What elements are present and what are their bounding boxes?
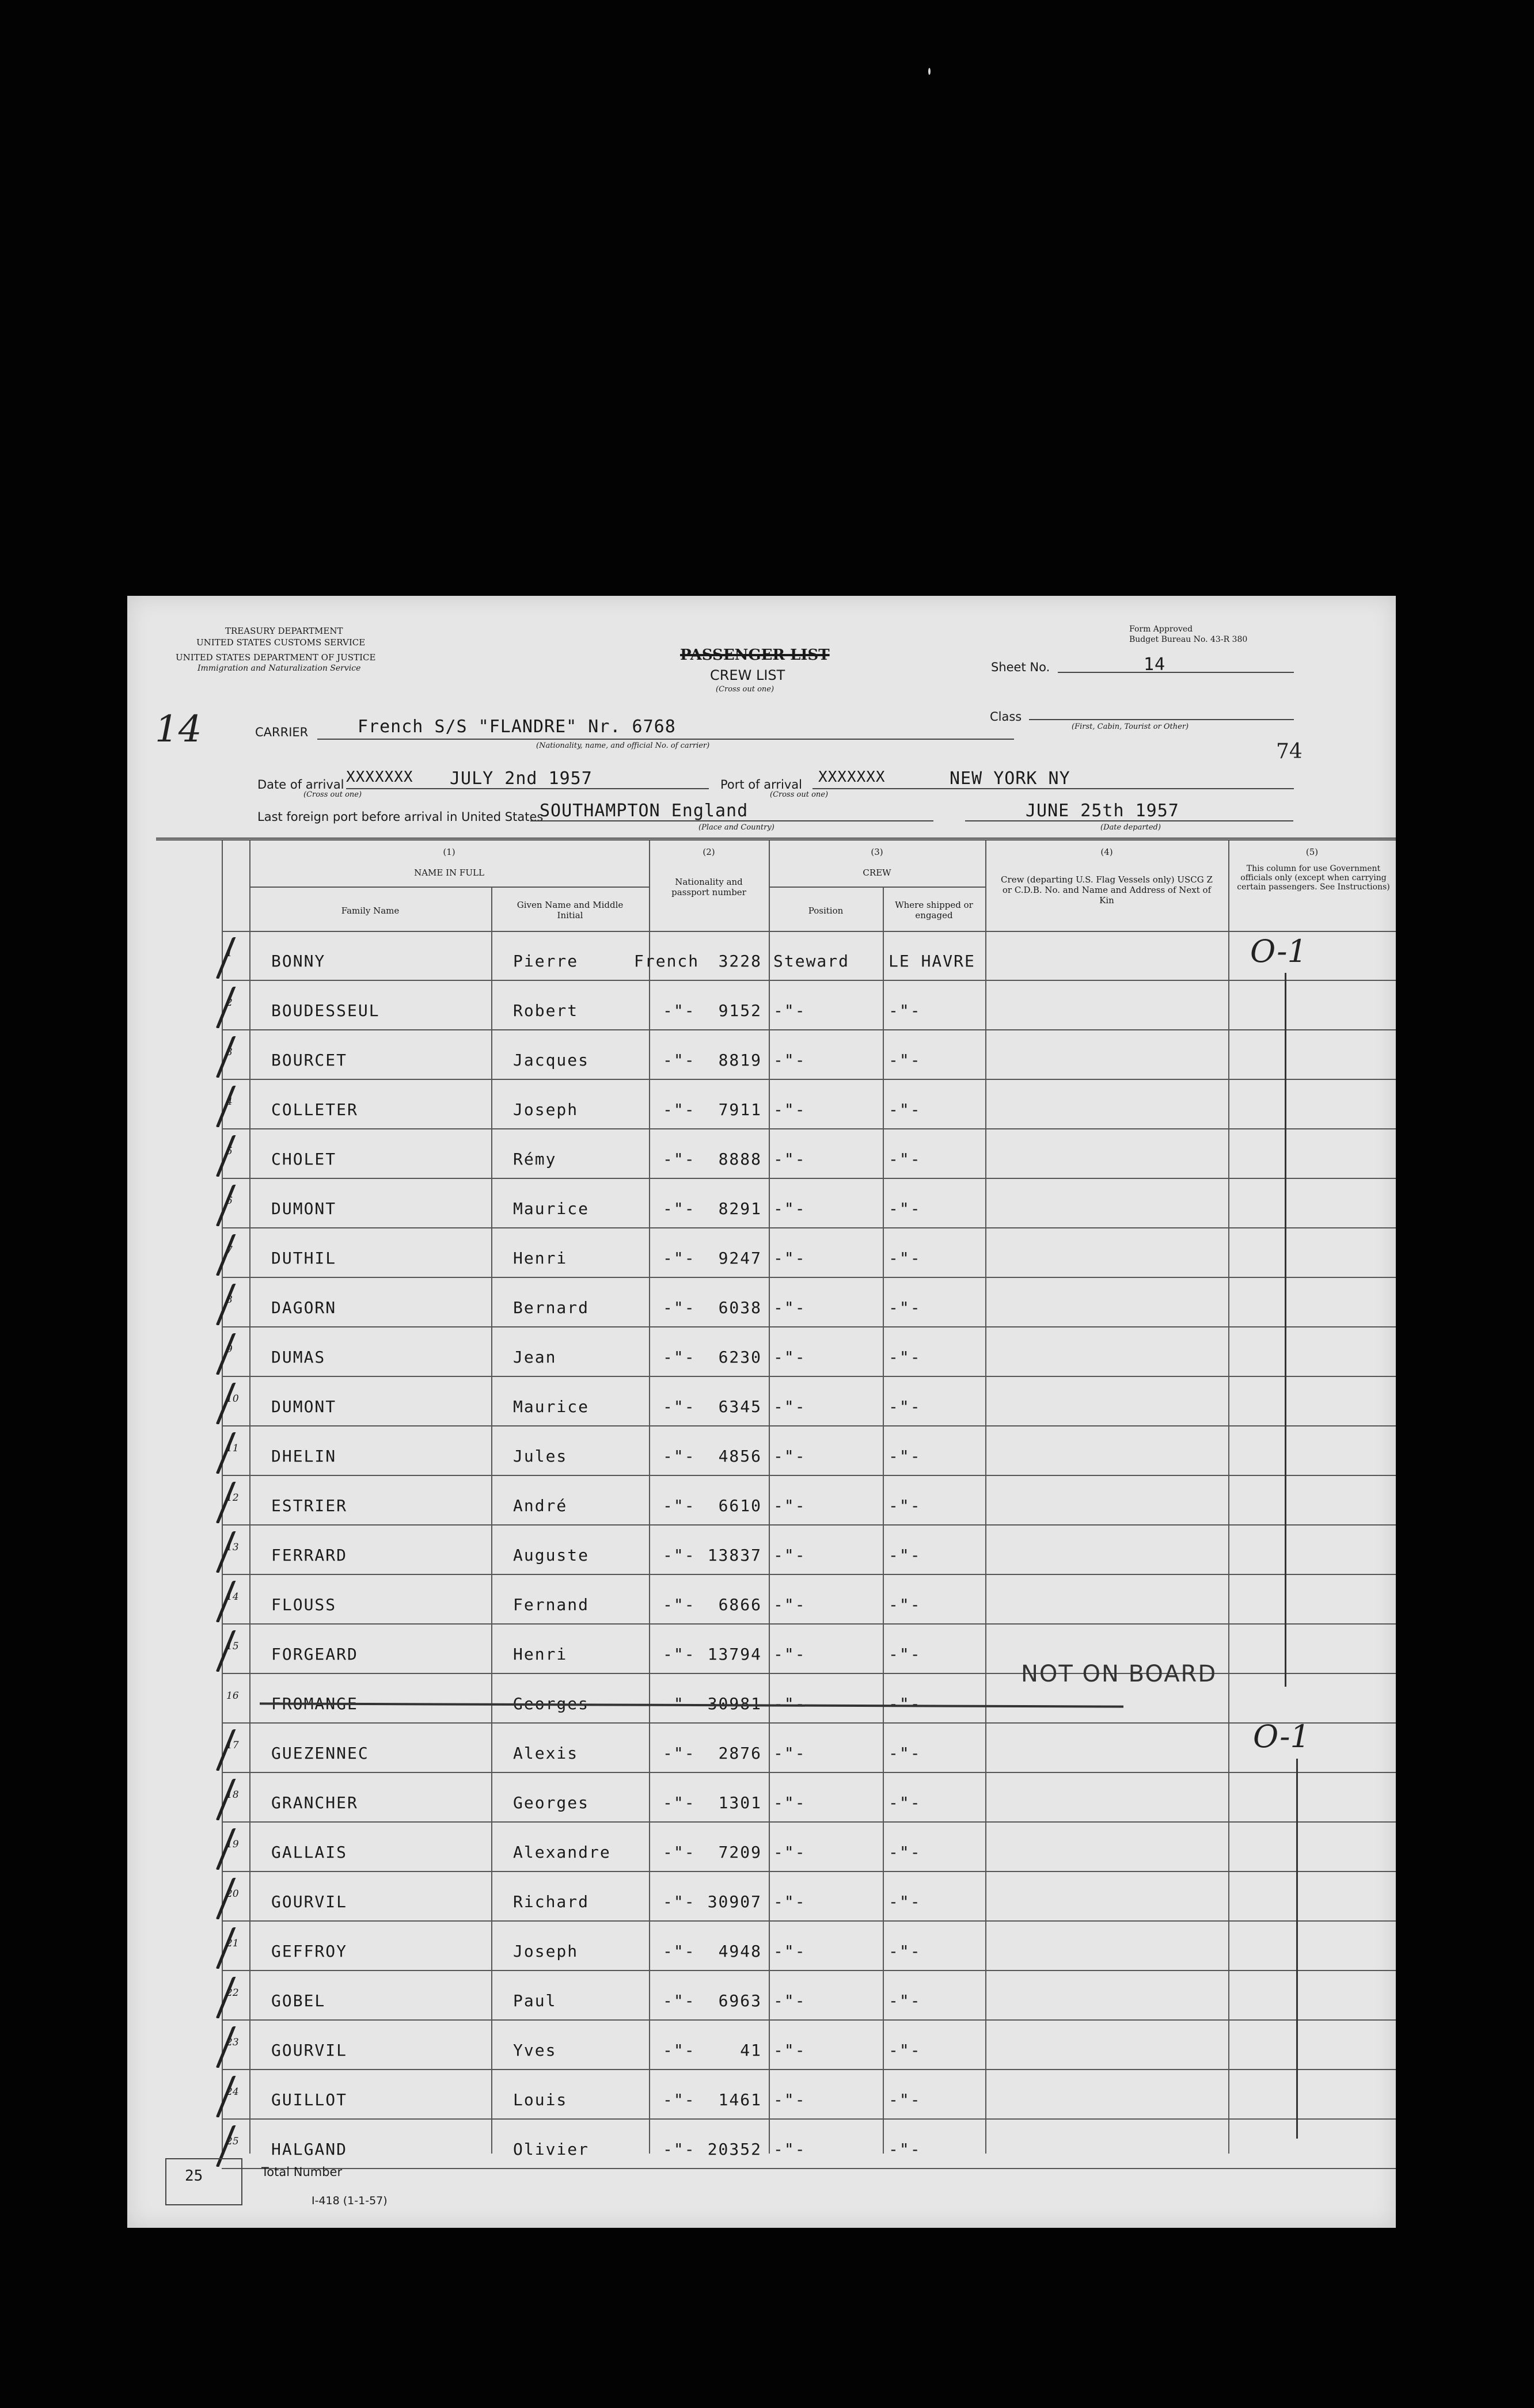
total-number-value: 25: [185, 2167, 203, 2185]
cell-where: -"-: [888, 2140, 921, 2159]
header-col3-number: (3): [871, 847, 883, 857]
table-row: [127, 1278, 1396, 1327]
cell-passport: 8888: [718, 1150, 762, 1169]
cell-passport: 20352: [707, 2140, 762, 2159]
cell-given: Olivier: [513, 2140, 590, 2159]
class-line: [1029, 719, 1294, 720]
cell-position: -"-: [773, 2090, 806, 2109]
cell-nat: -"-: [663, 1595, 696, 1614]
cell-where: -"-: [888, 1793, 921, 1812]
cell-family: HALGAND: [271, 2140, 348, 2159]
row-number: 19: [226, 1839, 239, 1850]
cell-where: -"-: [888, 1348, 921, 1367]
row-number: 21: [226, 1938, 239, 1949]
cell-nat: -"-: [663, 1447, 696, 1466]
cell-family: BONNY: [271, 952, 326, 971]
sheet-number-line: [1058, 672, 1294, 673]
cell-family: DUTHIL: [271, 1249, 337, 1268]
cell-position: -"-: [773, 2140, 806, 2159]
cell-position: -"-: [773, 1298, 806, 1317]
cell-position: -"-: [773, 1645, 806, 1664]
last-foreign-port-value: SOUTHAMPTON England: [540, 801, 749, 821]
date-of-arrival-line: [346, 788, 709, 789]
carrier-note: (Nationality, name, and official No. of carrier): [536, 741, 710, 750]
cell-where: -"-: [888, 1942, 921, 1961]
header-position: Position: [808, 906, 844, 916]
cell-family: FERRARD: [271, 1546, 348, 1565]
cell-given: André: [513, 1496, 568, 1515]
cell-position: -"-: [773, 1744, 806, 1763]
cell-family: BOUDESSEUL: [271, 1001, 380, 1020]
cell-passport: 41: [740, 2041, 762, 2060]
cell-family: DAGORN: [271, 1298, 337, 1317]
cell-family: GEFFROY: [271, 1942, 348, 1961]
date-cross-note: (Cross out one): [303, 790, 362, 799]
cell-position: -"-: [773, 1249, 806, 1268]
table-row: [127, 1872, 1396, 1922]
cell-passport: 2876: [718, 1744, 762, 1763]
row-number: 4: [226, 1096, 233, 1108]
header-col5-number: (5): [1305, 847, 1319, 857]
cell-nat: -"-: [663, 1001, 696, 1020]
table-row: [127, 1179, 1396, 1228]
row-number: 24: [226, 2086, 239, 2098]
subheader-rule-crew: [769, 887, 985, 888]
table-top-border: [156, 838, 1396, 840]
cell-given: Georges: [513, 1694, 590, 1713]
row-number: 9: [226, 1344, 233, 1355]
table-row: [127, 1129, 1396, 1179]
cell-nat: -"-: [663, 1100, 696, 1119]
header-next-of-kin: Crew (departing U.S. Flag Vessels only) USCG Z or C.D.B. No. and Name and Address of Next of Kin: [1001, 874, 1213, 906]
header-family-name: Family Name: [341, 906, 400, 916]
table-row: [127, 1922, 1396, 1971]
row-number: 16: [226, 1690, 239, 1702]
row-number: 25: [226, 2136, 239, 2147]
carrier-line: [317, 739, 1014, 740]
dust-speck: [928, 68, 931, 75]
cell-where: -"-: [888, 1892, 921, 1911]
cell-position: -"-: [773, 1942, 806, 1961]
cell-nat: -"-: [663, 1793, 696, 1812]
cell-passport: 30907: [707, 1892, 762, 1911]
row-number: 17: [226, 1740, 239, 1751]
header-col2-number: (2): [703, 847, 715, 857]
date-of-arrival-label: Date of arrival: [257, 778, 344, 792]
cell-position: -"-: [773, 1348, 806, 1367]
cell-passport: 4856: [718, 1447, 762, 1466]
row-number: 10: [226, 1393, 239, 1405]
cell-position: -"-: [773, 1001, 806, 1020]
cell-family: BOURCET: [271, 1051, 348, 1070]
cell-given: Henri: [513, 1249, 568, 1268]
cell-nat: -"-: [663, 1348, 696, 1367]
title-passenger-list-crossed: PASSENGER LIST: [680, 646, 830, 664]
cell-position: -"-: [773, 1843, 806, 1862]
cell-nat: -"-: [663, 1694, 696, 1713]
not-on-board-stamp: NOT ON BOARD: [1021, 1661, 1217, 1687]
header-name-in-full: NAME IN FULL: [414, 868, 484, 878]
row-number: 20: [226, 1888, 239, 1900]
table-row: [127, 1080, 1396, 1129]
header-nationality: Nationality and passport number: [671, 877, 746, 897]
row-number: 7: [226, 1245, 233, 1256]
cell-where: -"-: [888, 1645, 921, 1664]
cell-where: -"-: [888, 1397, 921, 1416]
title-crew-list: CREW LIST: [710, 667, 785, 683]
cell-passport: 6345: [718, 1397, 762, 1416]
row-number: 23: [226, 2037, 239, 2048]
cell-given: Joseph: [513, 1100, 579, 1119]
header-col4-number: (4): [1100, 847, 1113, 857]
agency-line-3: UNITED STATES DEPARTMENT OF JUSTICE: [176, 652, 376, 663]
cell-where: -"-: [888, 1595, 921, 1614]
cell-nat: -"-: [663, 1199, 696, 1218]
cell-nat: -"-: [663, 1942, 696, 1961]
cell-family: CHOLET: [271, 1150, 337, 1169]
agency-line-1: TREASURY DEPARTMENT: [225, 626, 343, 636]
row-number: 12: [226, 1492, 239, 1504]
cell-where: -"-: [888, 1744, 921, 1763]
row-number: 1: [226, 948, 233, 959]
row-number: 3: [226, 1047, 233, 1058]
cell-passport: 1301: [718, 1793, 762, 1812]
cell-where: -"-: [888, 1991, 921, 2010]
handwritten-sheet-number: 14: [155, 708, 202, 751]
cell-position: -"-: [773, 1051, 806, 1070]
header-col1-number: (1): [443, 847, 455, 857]
cell-family: GALLAIS: [271, 1843, 348, 1862]
table-row: [127, 1823, 1396, 1872]
cell-given: Rémy: [513, 1150, 557, 1169]
cell-position: Steward: [773, 952, 850, 971]
date-departed-line: [965, 820, 1293, 821]
cell-passport: 3228: [718, 952, 762, 971]
header-official-use: This column for use Government officials only (except when carrying certain passengers. See Instructions): [1237, 864, 1390, 892]
cell-given: Fernand: [513, 1595, 590, 1614]
official-bracket-upper: [1285, 973, 1286, 1687]
cell-where: -"-: [888, 1546, 921, 1565]
agency-line-4: Immigration and Naturalization Service: [198, 664, 361, 673]
cell-given: Yves: [513, 2041, 557, 2060]
cell-nat: -"-: [663, 1546, 696, 1565]
cell-where: -"-: [888, 1249, 921, 1268]
cell-where: -"-: [888, 1001, 921, 1020]
table-row: [127, 1327, 1396, 1377]
cell-nat: -"-: [663, 1249, 696, 1268]
official-bracket-lower: [1296, 1759, 1298, 2139]
cell-passport: 30981: [707, 1694, 762, 1713]
cell-given: Louis: [513, 2090, 568, 2109]
cell-nat: -"-: [663, 1744, 696, 1763]
cell-nat: -"-: [663, 1496, 696, 1515]
cell-position: -"-: [773, 1397, 806, 1416]
cell-passport: 13837: [707, 1546, 762, 1565]
cell-where: LE HAVRE: [888, 952, 975, 971]
cell-position: -"-: [773, 1150, 806, 1169]
last-foreign-port-label: Last foreign port before arrival in United States: [257, 810, 544, 824]
title-note: (Cross out one): [716, 685, 774, 694]
row-number: 11: [226, 1443, 239, 1454]
form-number: I-418 (1-1-57): [312, 2194, 388, 2207]
row-number: 5: [226, 1146, 233, 1157]
cell-given: Auguste: [513, 1546, 590, 1565]
cell-position: -"-: [773, 1496, 806, 1515]
cell-given: Bernard: [513, 1298, 590, 1317]
cell-where: -"-: [888, 1199, 921, 1218]
header-where-shipped: Where shipped or engaged: [895, 900, 973, 920]
date-of-arrival-value: JULY 2nd 1957: [450, 769, 593, 789]
cell-family: GOBEL: [271, 1991, 326, 2010]
cell-given: Pierre: [513, 952, 579, 971]
port-cross-note: (Cross out one): [770, 790, 829, 799]
form-approved: Form Approved: [1129, 625, 1193, 634]
cell-family: FROMANGE: [271, 1694, 358, 1713]
cell-passport: 6866: [718, 1595, 762, 1614]
cell-family: GRANCHER: [271, 1793, 358, 1812]
class-label: Class: [990, 710, 1022, 724]
row-number: 14: [226, 1591, 239, 1603]
cell-position: -"-: [773, 1546, 806, 1565]
crew-list-document: [127, 596, 1396, 2228]
page-mark: 74: [1276, 740, 1303, 763]
cell-nat: -"-: [663, 1991, 696, 2010]
official-mark-lower: O-1: [1253, 1718, 1310, 1755]
table-row: [127, 2070, 1396, 2120]
port-of-arrival-label: Port of arrival: [720, 778, 802, 792]
total-number-label: Total Number: [261, 2165, 343, 2179]
cell-position: -"-: [773, 1447, 806, 1466]
cell-given: Jules: [513, 1447, 568, 1466]
cell-passport: 9152: [718, 1001, 762, 1020]
cell-passport: 13794: [707, 1645, 762, 1664]
row-number: 22: [226, 1987, 239, 1999]
cell-passport: 4948: [718, 1942, 762, 1961]
cell-passport: 6038: [718, 1298, 762, 1317]
cell-nat: -"-: [663, 1298, 696, 1317]
table-row: [127, 1030, 1396, 1080]
table-row: [127, 1773, 1396, 1823]
cell-position: -"-: [773, 1694, 806, 1713]
header-given-name: Given Name and Middle Initial: [517, 900, 624, 920]
cell-passport: 6963: [718, 1991, 762, 2010]
cell-nat: -"-: [663, 1051, 696, 1070]
table-row: [127, 1377, 1396, 1426]
cell-family: FORGEARD: [271, 1645, 358, 1664]
cell-nat: -"-: [663, 2090, 696, 2109]
cell-family: DUMONT: [271, 1199, 337, 1218]
table-row: [127, 1575, 1396, 1625]
cell-where: -"-: [888, 1298, 921, 1317]
cell-given: Henri: [513, 1645, 568, 1664]
date-of-arrival-crossed: XXXXXXX: [346, 769, 413, 786]
cell-passport: 7911: [718, 1100, 762, 1119]
cell-family: DHELIN: [271, 1447, 337, 1466]
header-crew: CREW: [863, 868, 891, 878]
row-number: 6: [226, 1195, 233, 1207]
place-country-note: (Place and Country): [698, 823, 774, 832]
date-departed-value: JUNE 25th 1957: [1026, 801, 1179, 821]
cell-nat: -"-: [663, 1892, 696, 1911]
cell-family: GOURVIL: [271, 2041, 348, 2060]
cell-family: COLLETER: [271, 1100, 358, 1119]
sheet-number-label: Sheet No.: [991, 660, 1050, 674]
port-of-arrival-crossed: XXXXXXX: [818, 769, 886, 786]
row-number: 15: [226, 1641, 239, 1652]
table-row: [127, 1228, 1396, 1278]
cell-family: FLOUSS: [271, 1595, 337, 1614]
table-row: [127, 1971, 1396, 2021]
cell-family: GOURVIL: [271, 1892, 348, 1911]
cell-family: GUEZENNEC: [271, 1744, 369, 1763]
table-row: [127, 1476, 1396, 1526]
cell-passport: 6230: [718, 1348, 762, 1367]
date-departed-note: (Date departed): [1100, 823, 1161, 832]
cell-given: Maurice: [513, 1397, 590, 1416]
agency-line-2: UNITED STATES CUSTOMS SERVICE: [196, 637, 366, 648]
cell-passport: 9247: [718, 1249, 762, 1268]
cell-given: Jacques: [513, 1051, 590, 1070]
class-note: (First, Cabin, Tourist or Other): [1072, 722, 1189, 731]
cell-nat: -"-: [663, 1397, 696, 1416]
table-row: [127, 1526, 1396, 1575]
cell-family: ESTRIER: [271, 1496, 348, 1515]
cell-passport: 8291: [718, 1199, 762, 1218]
port-of-arrival-line: [812, 788, 1294, 789]
cell-given: Georges: [513, 1793, 590, 1812]
cell-given: Jean: [513, 1348, 557, 1367]
cell-given: Joseph: [513, 1942, 579, 1961]
cell-given: Robert: [513, 1001, 579, 1020]
cell-position: -"-: [773, 1892, 806, 1911]
cell-where: -"-: [888, 2090, 921, 2109]
cell-nat: -"-: [663, 2041, 696, 2060]
row-number: 13: [226, 1542, 239, 1553]
cell-passport: 7209: [718, 1843, 762, 1862]
carrier-value: French S/S "FLANDRE" Nr. 6768: [358, 717, 676, 737]
table-row: [127, 2021, 1396, 2070]
cell-given: Paul: [513, 1991, 557, 2010]
row-number: 8: [226, 1294, 233, 1306]
cell-family: DUMONT: [271, 1397, 337, 1416]
total-number-box: [165, 2158, 242, 2205]
table-row: [127, 2120, 1396, 2169]
cell-nat: -"-: [663, 1645, 696, 1664]
cell-position: -"-: [773, 1199, 806, 1218]
table-row: [127, 1724, 1396, 1773]
cell-family: DUMAS: [271, 1348, 326, 1367]
cell-position: -"-: [773, 1991, 806, 2010]
cell-where: -"-: [888, 1447, 921, 1466]
cell-position: -"-: [773, 2041, 806, 2060]
row-rule: [222, 2168, 1396, 2169]
cell-where: -"-: [888, 1100, 921, 1119]
cell-nat: -"-: [663, 1843, 696, 1862]
cell-position: -"-: [773, 1100, 806, 1119]
cell-nat: -"-: [663, 1150, 696, 1169]
cell-given: Alexis: [513, 1744, 579, 1763]
cell-nat: French: [634, 952, 700, 971]
cell-where: -"-: [888, 2041, 921, 2060]
cell-where: -"-: [888, 1843, 921, 1862]
official-mark-upper: O-1: [1250, 933, 1307, 969]
table-row: [127, 1426, 1396, 1476]
last-foreign-port-line: [530, 820, 933, 821]
cell-passport: 1461: [718, 2090, 762, 2109]
cell-given: Maurice: [513, 1199, 590, 1218]
cell-where: -"-: [888, 1051, 921, 1070]
subheader-rule-name: [249, 887, 649, 888]
carrier-label: CARRIER: [255, 725, 309, 739]
cell-where: -"-: [888, 1496, 921, 1515]
cell-passport: 6610: [718, 1496, 762, 1515]
cell-position: -"-: [773, 1595, 806, 1614]
row-number: 18: [226, 1789, 239, 1801]
cell-nat: -"-: [663, 2140, 696, 2159]
cell-where: -"-: [888, 1694, 921, 1713]
table-row: [127, 931, 1396, 981]
budget-bureau-number: Budget Bureau No. 43-R 380: [1129, 635, 1248, 644]
cell-given: Richard: [513, 1892, 590, 1911]
port-of-arrival-value: NEW YORK NY: [950, 769, 1070, 789]
sheet-number-value: 14: [1144, 655, 1166, 675]
cell-where: -"-: [888, 1150, 921, 1169]
cell-passport: 8819: [718, 1051, 762, 1070]
cell-given: Alexandre: [513, 1843, 611, 1862]
cell-position: -"-: [773, 1793, 806, 1812]
cell-family: GUILLOT: [271, 2090, 348, 2109]
row-number: 2: [226, 997, 233, 1009]
table-row: [127, 981, 1396, 1030]
